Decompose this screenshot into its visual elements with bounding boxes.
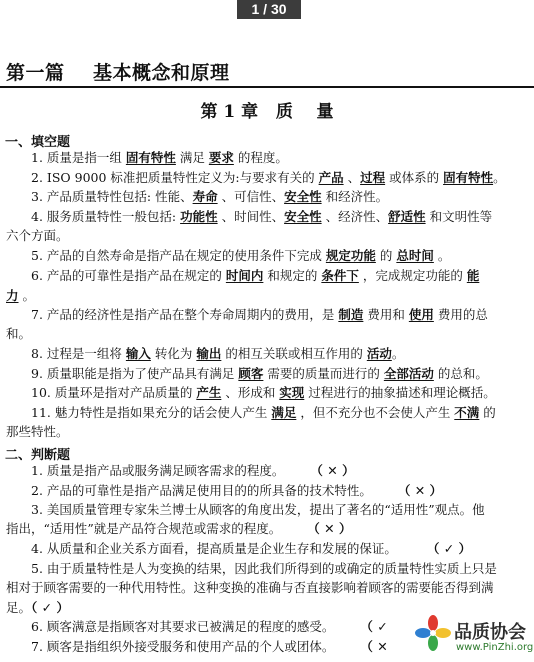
q11-text-e: 的 (479, 405, 496, 420)
fill-q4 (31, 209, 526, 225)
watermark (414, 612, 532, 660)
tf-q5: 5. 由于质量特性是人为变换的结果，因此我们所得到的或确定的质量特性实质上只是 (31, 561, 497, 576)
fill-q3 (31, 189, 526, 205)
tf-q5-cont1: 相对于顾客需要的一种代用特性。这种变换的准确与否直接影响着顾客的需要能否得到满 (6, 580, 494, 595)
tf-q5-text-end: 足。 (6, 600, 32, 615)
q3-answer-2: 安全性 (284, 189, 322, 204)
q8-text-c: 转化为 (150, 346, 197, 361)
page-indicator: 1 / 30 (237, 0, 301, 19)
q9-text-c: 需要的质量而进行的 (263, 366, 384, 381)
tf-q1-answer-mark: （ ✕ ） (310, 463, 355, 478)
q4-answer-2: 安全性 (284, 209, 322, 224)
fill-q5 (31, 248, 526, 264)
q6-answer-1: 时间内 (225, 268, 264, 283)
q8-text-a: 8. 过程是一组将 (31, 346, 126, 361)
q5-text-e: 。 (433, 248, 451, 263)
watermark-name: 品质协会 (454, 622, 526, 643)
q8-answer-3: 活动 (366, 346, 392, 361)
q7-answer-1: 制造 (338, 307, 364, 322)
fill-q4-cont: 六个方面。 (6, 228, 69, 243)
tf-q2 (31, 483, 526, 499)
tf-q7-text: 7. 顾客是指组织外接受服务和使用产品的个人或团体。 (31, 639, 335, 654)
q1-text-a: 1. 质量是指一组 (31, 150, 126, 165)
q3-text-a: 3. 产品质量特性包括: 性能、 (31, 189, 193, 204)
fill-q1 (31, 150, 526, 166)
q10-answer-1: 产生 (196, 385, 222, 400)
section-heading-fill-in: 一、填空题 (5, 135, 71, 150)
q4-text-g: 和文明性等 (425, 209, 493, 224)
fill-q8 (31, 346, 526, 362)
viewer-topbar (0, 0, 534, 20)
fill-q11-cont: 那些特性。 (6, 424, 69, 439)
q6-answer-3b: 力 (6, 288, 19, 303)
q5-answer-1: 规定功能 (325, 248, 376, 263)
q5-text-a: 5. 产品的自然寿命是指产品在规定的使用条件下完成 (31, 248, 326, 263)
chapter-title: 第 1 章 质 量 (200, 102, 334, 122)
q5-answer-2: 总时间 (396, 248, 434, 263)
fill-q6 (31, 268, 526, 284)
q2-answer-3: 固有特性 (443, 170, 494, 185)
q1-text-e: 的程度。 (233, 150, 288, 165)
part-title: 第一篇 基本概念和原理 (6, 62, 230, 84)
q6-text-end: 。 (18, 288, 35, 303)
q9-answer-2: 全部活动 (383, 366, 434, 381)
fill-q9 (31, 366, 526, 382)
q10-text-a: 10. 质量环是指对产品质量的 (31, 385, 197, 400)
tf-q7-answer-mark: （ ✕ (360, 639, 388, 654)
tf-q5-answer-mark: （ ✓ ） (31, 600, 69, 615)
tf-q3-answer-mark: （ ✕ ） (307, 521, 352, 536)
tf-q2-text: 2. 产品的可靠性是指产品满足使用目的的所具备的技术特性。 (31, 483, 372, 498)
q1-text-c: 满足 (175, 150, 209, 165)
q11-text-a: 11. 魅力特性是指如果充分的话会使人产生 (31, 405, 272, 420)
pinzhi-logo-icon (414, 614, 452, 652)
q2-text-e: 或体系的 (385, 170, 444, 185)
q2-text-a: 2. ISO 9000 标准把质量特性定义为:与要求有关的 (31, 170, 319, 185)
q9-text-e: 的总和。 (433, 366, 488, 381)
q8-text-g: 。 (391, 346, 405, 361)
tf-q4 (31, 541, 526, 557)
q5-text-c: 的 (375, 248, 397, 263)
q2-text-g: 。 (493, 170, 506, 185)
q10-text-c: 、形成和 (221, 385, 280, 400)
fill-q6-cont (6, 288, 526, 304)
q6-text-c: 和规定的 (263, 268, 322, 283)
q4-text-e: 、经济性、 (321, 209, 389, 224)
q10-text-e: 过程进行的抽象描述和理论概括。 (304, 385, 496, 400)
fill-q10 (31, 385, 526, 401)
fill-q2 (31, 170, 526, 186)
q1-answer-1: 固有特性 (125, 150, 176, 165)
q11-answer-1: 满足 (271, 405, 297, 420)
q7-text-e: 费用的总 (433, 307, 488, 322)
tf-q1 (31, 463, 526, 479)
q6-text-a: 6. 产品的可靠性是指产品在规定的 (31, 268, 226, 283)
tf-q6-text: 6. 顾客满意是指顾客对其要求已被满足的程度的感受。 (31, 619, 335, 634)
q2-answer-2: 过程 (360, 170, 386, 185)
q3-text-c: 、可信性、 (217, 189, 285, 204)
q7-text-c: 费用和 (363, 307, 409, 322)
q8-answer-2: 输出 (196, 346, 222, 361)
q7-answer-2: 使用 (408, 307, 434, 322)
tf-q6-answer-mark: （ ✓ (360, 619, 388, 634)
fill-q7 (31, 307, 526, 323)
q2-answer-1: 产品 (318, 170, 344, 185)
tf-q4-text: 4. 从质量和企业关系方面看，提高质量是企业生存和发展的保证。 (31, 541, 397, 556)
tf-q2-answer-mark: （ ✕ ） (397, 483, 443, 498)
q4-answer-1: 功能性 (180, 209, 218, 224)
tf-q1-text: 1. 质量是指产品或服务满足顾客需求的程度。 (31, 463, 285, 478)
tf-q4-answer-mark: （ ✓ ） (426, 541, 472, 556)
q9-text-a: 9. 质量职能是指为了使产品具有满足 (31, 366, 239, 381)
q3-answer-1: 寿命 (192, 189, 218, 204)
tf-q3-text-cont: 指出，“适用性”就是产品符合规范或需求的程度。 (6, 521, 282, 536)
q6-answer-2: 条件下 (321, 268, 359, 283)
tf-q3-cont (6, 521, 526, 537)
watermark-url: www.PinZhi.org (456, 642, 534, 653)
q9-answer-1: 顾客 (238, 366, 264, 381)
q10-answer-2: 实现 (279, 385, 305, 400)
q8-answer-1: 输入 (125, 346, 151, 361)
q6-text-e: ，完成规定功能的 (358, 268, 467, 283)
title-rule (0, 86, 534, 88)
fill-q11 (31, 405, 526, 421)
q6-answer-3a: 能 (466, 268, 480, 283)
q4-text-a: 4. 服务质量特性一般包括: (31, 209, 181, 224)
q1-answer-2: 要求 (208, 150, 234, 165)
q8-text-e: 的相互关联或相互作用的 (221, 346, 367, 361)
q11-answer-2: 不满 (454, 405, 480, 420)
q2-text-c: 、 (343, 170, 361, 185)
tf-q3: 3. 美国质量管理专家朱兰博士从顾客的角度出发，提出了著名的“适用性”观点。他 (31, 502, 485, 517)
fill-q7-cont: 和。 (6, 326, 32, 341)
q3-text-e: 和经济性。 (321, 189, 389, 204)
q7-text-a: 7. 产品的经济性是指产品在整个寿命周期内的费用，是 (31, 307, 339, 322)
section-heading-true-false: 二、判断题 (5, 448, 71, 463)
q11-text-c: ，但不充分也不会使人产生 (296, 405, 455, 420)
q4-answer-3: 舒适性 (388, 209, 426, 224)
q4-text-c: 、时间性、 (217, 209, 285, 224)
